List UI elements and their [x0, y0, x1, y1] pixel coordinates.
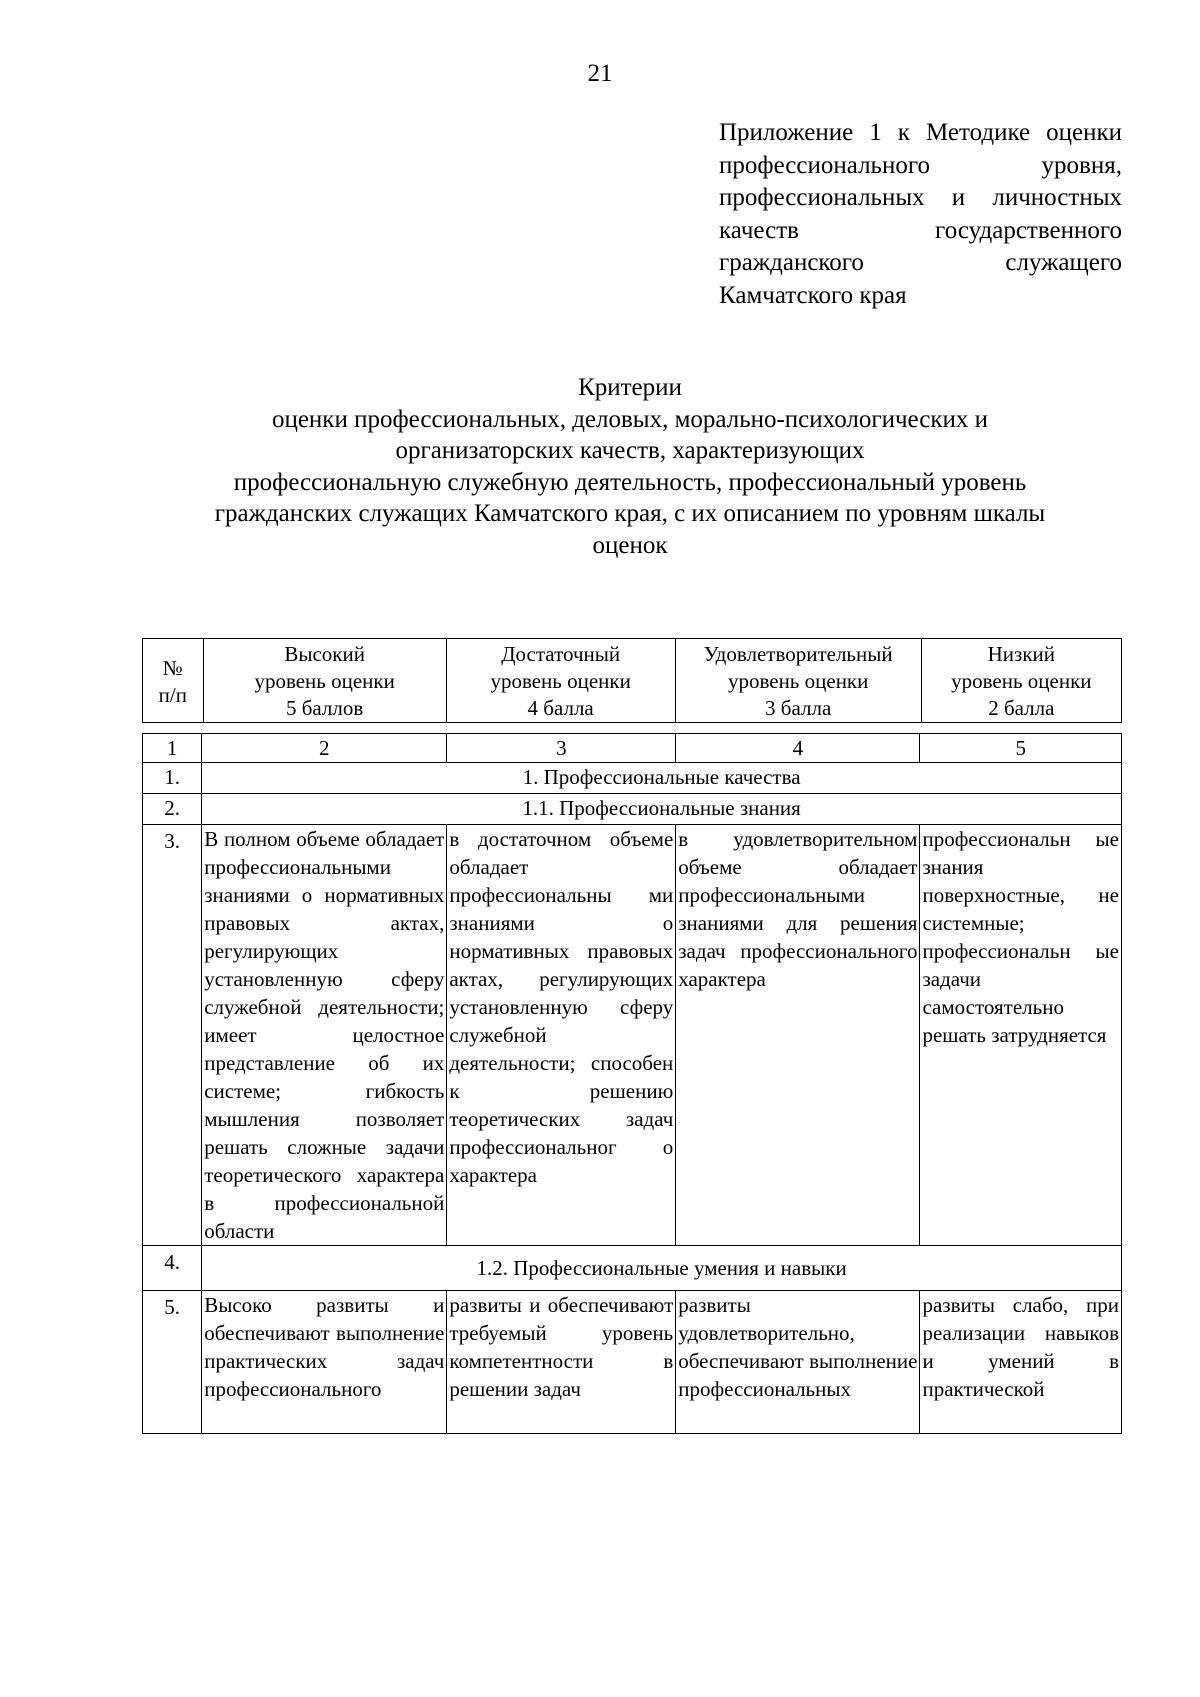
header-line: уровень оценки — [254, 669, 395, 693]
header-line: 2 балла — [988, 696, 1055, 720]
criterion-satisfactory-cell — [676, 1291, 920, 1434]
criteria-table-body — [142, 733, 1122, 1434]
document-title — [150, 372, 1110, 561]
column-number: 2 — [202, 734, 447, 763]
section-heading: 1.2. Профессиональные умения и навыки — [202, 1246, 1122, 1291]
criterion-satisfactory: в удовлетворительном объеме обладает профессиональными знаниями для решения задач профессионального характера — [676, 825, 920, 1246]
row-number: 1. — [143, 763, 202, 794]
row-number: 4. — [143, 1246, 202, 1291]
title-line: Критерии — [578, 374, 682, 401]
table-row — [143, 825, 1122, 1246]
criterion-high: В полном объеме обладает профессиональными знаниями о нормативных правовых актах, регулирующих установленную сферу служебной деятельности; имеет целостное представление об их системе; гибкость мышления позволяет решать сложные задачи теоретического характера в профессиональной области — [202, 825, 447, 1246]
table-row — [143, 1291, 1122, 1434]
criterion-high: Высоко развиты и обеспечивают выполнение практических задач профессионального — [204, 1293, 445, 1401]
column-number: 3 — [447, 734, 676, 763]
page-number: 21 — [587, 60, 613, 87]
table-row — [143, 763, 1122, 794]
criterion-low: развиты слабо, при реализации навыков и умений в практической — [922, 1293, 1119, 1401]
table-row — [143, 1246, 1122, 1291]
header-low-level — [921, 639, 1121, 723]
column-number: 1 — [143, 734, 202, 763]
criterion-low: профессиональн ые знания поверхностные, не системные; профессиональн ые задачи самостоятельно решать затрудняется — [920, 825, 1122, 1246]
row-number: 2. — [143, 794, 202, 825]
appendix-note: Приложение 1 к Методике оценки профессионального уровня, профессиональных и личностных качеств государственного гражданского служащего Камчатского края — [719, 119, 1122, 309]
header-line: Высокий — [284, 642, 365, 666]
header-line: 5 баллов — [285, 696, 364, 720]
header-number-line: № — [162, 655, 183, 680]
header-line: Достаточный — [501, 642, 621, 666]
column-number-row — [143, 734, 1122, 763]
section-heading: 1.1. Профессиональные знания — [202, 794, 1122, 825]
criteria-table-header — [142, 638, 1122, 723]
title-line: оценки профессиональных, деловых, морально-психологических и — [271, 405, 989, 433]
title-line: оценок — [592, 531, 668, 559]
header-row — [143, 639, 1122, 723]
column-number: 5 — [920, 734, 1122, 763]
header-line: Низкий — [987, 642, 1056, 666]
criterion-low-cell — [920, 1291, 1122, 1434]
header-satisfactory-level — [675, 639, 921, 723]
criterion-sufficient: развиты и обеспечивают требуемый уровень компетентности в решении задач — [449, 1293, 674, 1401]
title-line: гражданских служащих Камчатского края, с их описанием по уровням шкалы — [214, 500, 1046, 527]
criterion-sufficient-cell — [447, 1291, 676, 1434]
header-line: уровень оценки — [727, 669, 869, 693]
section-heading: 1. Профессиональные качества — [202, 763, 1122, 794]
row-number: 3. — [143, 825, 202, 1246]
column-number: 4 — [676, 734, 920, 763]
header-line: уровень оценки — [490, 669, 631, 693]
header-line: Удовлетворительный — [703, 642, 893, 666]
header-line: уровень оценки — [951, 669, 1092, 693]
criterion-sufficient: в достаточном объеме обладает профессиональны ми знаниями о нормативных правовых актах, регулирующих установленную сферу служебной деятельности; способен к решению теоретических задач профессиональног о характера — [447, 825, 676, 1246]
title-line: организаторских качеств, характеризующих — [395, 437, 865, 464]
header-number — [143, 639, 204, 723]
header-line: 4 балла — [527, 696, 594, 720]
header-number-line: п/п — [158, 682, 187, 707]
header-high-level — [203, 639, 446, 723]
header-sufficient-level — [446, 639, 675, 723]
criterion-high-cell — [202, 1291, 447, 1434]
header-line: 3 балла — [765, 696, 832, 720]
row-number: 5. — [143, 1291, 202, 1434]
criterion-satisfactory: развиты удовлетворительно, обеспечивают выполнение профессиональных — [678, 1293, 918, 1401]
title-line: профессиональную служебную деятельность, профессиональный уровень — [233, 468, 1027, 496]
table-row — [143, 794, 1122, 825]
